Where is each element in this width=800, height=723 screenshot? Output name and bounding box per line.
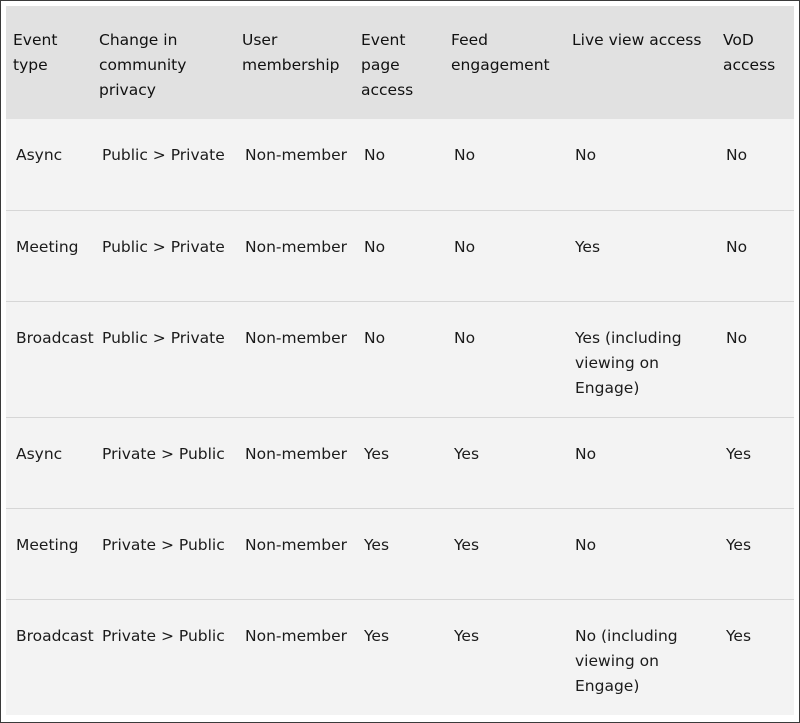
cell-event-page-access: Yes bbox=[364, 626, 390, 645]
cell-event-type: Async bbox=[16, 146, 63, 164]
cell-event-page-access: Yes bbox=[364, 444, 390, 463]
cell-feed-engagement: Yes bbox=[454, 444, 480, 463]
cell-live-view-access: Yes (including viewing on Engage) bbox=[575, 328, 682, 397]
cell-feed-engagement: No bbox=[454, 328, 476, 347]
header-vod-access: VoD access bbox=[723, 31, 776, 74]
cell-event-page-access: No bbox=[364, 237, 386, 256]
cell-user-membership: Non-member bbox=[245, 626, 347, 645]
header-event-type: Event type bbox=[13, 31, 58, 74]
cell-event-page-access: Yes bbox=[364, 535, 390, 554]
cell-live-view-access: Yes bbox=[575, 237, 601, 256]
cell-privacy-change: Private > Public bbox=[102, 444, 225, 463]
cell-vod-access: No bbox=[726, 328, 748, 347]
cell-event-page-access: No bbox=[364, 328, 386, 347]
header-user-membership: User membership bbox=[242, 31, 340, 74]
cell-vod-access: No bbox=[726, 237, 748, 256]
cell-event-page-access: No bbox=[364, 146, 386, 164]
table-row bbox=[6, 508, 794, 599]
table-row bbox=[6, 210, 794, 301]
cell-privacy-change: Private > Public bbox=[102, 626, 225, 645]
header-privacy-change: Change in community privacy bbox=[99, 31, 187, 99]
table-body bbox=[6, 119, 794, 715]
cell-event-type: Broadcast bbox=[16, 626, 94, 645]
cell-vod-access: No bbox=[726, 146, 748, 164]
header-event-page-access: Event page access bbox=[361, 31, 414, 99]
table-header bbox=[6, 6, 794, 119]
cell-live-view-access: No bbox=[575, 146, 597, 164]
table-row bbox=[6, 301, 794, 417]
cell-vod-access: Yes bbox=[726, 626, 752, 645]
header-row bbox=[6, 6, 794, 119]
table-row bbox=[6, 417, 794, 508]
cell-live-view-access: No (including viewing on Engage) bbox=[575, 626, 678, 695]
cell-user-membership: Non-member bbox=[245, 328, 347, 347]
cell-privacy-change: Private > Public bbox=[102, 535, 225, 554]
table-row bbox=[6, 119, 794, 210]
cell-feed-engagement: No bbox=[454, 146, 476, 164]
cell-vod-access: Yes bbox=[726, 444, 752, 463]
cell-event-type: Async bbox=[16, 444, 63, 463]
header-feed-engagement: Feed engagement bbox=[451, 31, 550, 74]
cell-event-type: Meeting bbox=[16, 237, 79, 256]
table-row bbox=[6, 599, 794, 715]
cell-event-type: Broadcast bbox=[16, 328, 94, 347]
cell-event-type: Meeting bbox=[16, 535, 79, 554]
cell-vod-access: Yes bbox=[726, 535, 752, 554]
cell-feed-engagement: Yes bbox=[454, 626, 480, 645]
cell-user-membership: Non-member bbox=[245, 444, 347, 463]
cell-feed-engagement: Yes bbox=[454, 535, 480, 554]
event-access-table bbox=[6, 6, 794, 715]
header-live-view-access: Live view access bbox=[572, 31, 702, 49]
cell-user-membership: Non-member bbox=[245, 535, 347, 554]
cell-user-membership: Non-member bbox=[245, 237, 347, 256]
cell-live-view-access: No bbox=[575, 535, 597, 554]
cell-privacy-change: Public > Private bbox=[102, 146, 225, 164]
cell-privacy-change: Public > Private bbox=[102, 328, 225, 347]
cell-user-membership: Non-member bbox=[245, 146, 347, 164]
cell-live-view-access: No bbox=[575, 444, 597, 463]
cell-privacy-change: Public > Private bbox=[102, 237, 225, 256]
cell-feed-engagement: No bbox=[454, 237, 476, 256]
